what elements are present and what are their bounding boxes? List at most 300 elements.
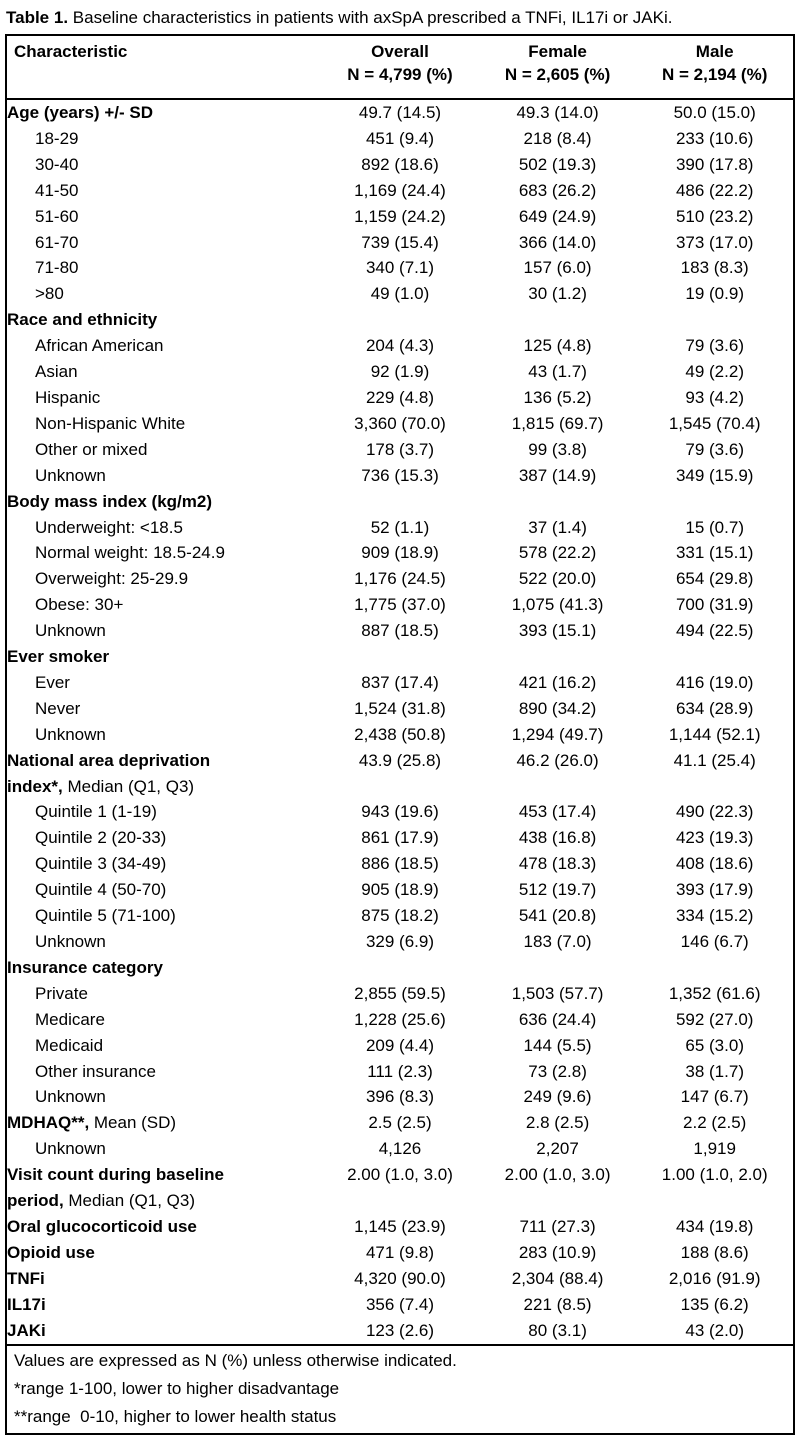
table-row xyxy=(6,307,794,333)
row-label xyxy=(6,722,321,748)
row-label-text: 41-50 xyxy=(35,180,79,200)
row-value: 905 (18.9) xyxy=(361,880,439,900)
row-value: 541 (20.8) xyxy=(518,906,597,926)
row-value: 2,207 xyxy=(536,1139,579,1159)
table-row xyxy=(6,489,794,515)
table-row xyxy=(6,981,794,1007)
row-value: 79 (3.6) xyxy=(685,439,744,459)
row-value: 49.7 (14.5) xyxy=(358,103,442,122)
column-header-characteristic xyxy=(6,35,321,99)
row-label xyxy=(6,178,321,204)
row-value: 393 (17.9) xyxy=(675,880,754,900)
row-value: 700 (31.9) xyxy=(675,595,754,615)
row-value: 43 (2.0) xyxy=(685,1320,744,1340)
table-row xyxy=(6,618,794,644)
row-value: 736 (15.3) xyxy=(361,465,439,485)
row-label xyxy=(6,333,321,359)
table-row xyxy=(6,851,794,877)
row-value: 334 (15.2) xyxy=(675,906,754,926)
row-value xyxy=(321,307,479,333)
table-row xyxy=(6,333,794,359)
row-value: 512 (19.7) xyxy=(518,880,597,900)
row-value: 1,169 (24.4) xyxy=(354,180,446,200)
row-value: 2.00 (1.0, 3.0) xyxy=(504,1165,611,1185)
row-value: 15 (0.7) xyxy=(685,517,744,537)
row-value: 451 (9.4) xyxy=(365,128,434,148)
column-sublabel: N = 4,799 (%) xyxy=(347,65,453,84)
row-value: 943 (19.6) xyxy=(361,802,439,822)
column-label: Overall xyxy=(371,42,429,61)
row-value: 890 (34.2) xyxy=(518,698,597,718)
row-value: 1,294 (49.7) xyxy=(511,724,604,744)
row-value: 649 (24.9) xyxy=(518,206,597,226)
row-value: 909 (18.9) xyxy=(361,543,439,563)
row-value: 478 (18.3) xyxy=(518,854,597,874)
row-label xyxy=(6,981,321,1007)
table-row xyxy=(6,385,794,411)
row-label xyxy=(6,359,321,385)
row-label-text: Normal weight: 18.5-24.9 xyxy=(35,543,225,563)
row-label xyxy=(6,99,321,126)
row-label xyxy=(6,489,321,515)
row-label xyxy=(6,825,321,851)
row-value: 99 (3.8) xyxy=(528,439,587,459)
row-value: 373 (17.0) xyxy=(675,232,754,252)
row-label xyxy=(6,644,321,670)
row-label-text: Other insurance xyxy=(35,1061,156,1081)
table-footnotes xyxy=(6,1345,794,1435)
table-row xyxy=(6,1136,794,1162)
table-row xyxy=(6,566,794,592)
table-row xyxy=(6,929,794,955)
row-label-text: 18-29 xyxy=(35,128,79,148)
row-label xyxy=(6,877,321,903)
table-row xyxy=(6,903,794,929)
row-label xyxy=(6,592,321,618)
row-value: 183 (7.0) xyxy=(523,932,592,951)
row-value: 38 (1.7) xyxy=(685,1061,744,1081)
row-label xyxy=(6,851,321,877)
row-label-bold-text: period, xyxy=(7,1191,64,1211)
row-label xyxy=(6,566,321,592)
row-label-text: Quintile 2 (20-33) xyxy=(35,828,167,848)
row-value: 52 (1.1) xyxy=(370,517,430,537)
row-value: 387 (14.9) xyxy=(518,465,597,485)
row-label-text: Unknown xyxy=(35,1087,106,1107)
table-row xyxy=(6,126,794,152)
row-value: 144 (5.5) xyxy=(523,1035,592,1055)
row-label xyxy=(6,1162,321,1214)
row-label-text: Overweight: 25-29.9 xyxy=(35,569,189,589)
header-row xyxy=(6,35,794,99)
row-value: 49.3 (14.0) xyxy=(516,103,599,122)
row-label-text: Unknown xyxy=(35,724,106,744)
row-label xyxy=(6,696,321,722)
row-value: 1,228 (25.6) xyxy=(354,1009,446,1029)
footnote-text: *range 1-100, lower to higher disadvantage xyxy=(14,1378,340,1398)
footnote-row xyxy=(6,1345,794,1375)
table-row xyxy=(6,99,794,126)
row-value: 393 (15.1) xyxy=(518,621,597,641)
row-value: 136 (5.2) xyxy=(523,387,592,407)
row-value: 283 (10.9) xyxy=(518,1242,597,1262)
row-label-text: Unknown xyxy=(35,465,106,485)
row-label xyxy=(6,1240,321,1266)
row-label xyxy=(6,1059,321,1085)
row-label-text: Median (Q1, Q3) xyxy=(63,1191,195,1211)
row-value: 837 (17.4) xyxy=(361,672,439,692)
footnote-text: Values are expressed as N (%) unless otherwise indicated. xyxy=(6,1345,794,1375)
row-label-bold-text: Visit count during baseline xyxy=(7,1165,224,1185)
row-label xyxy=(6,1007,321,1033)
row-value: 1,159 (24.2) xyxy=(354,206,446,226)
row-value: 2.5 (2.5) xyxy=(368,1113,432,1133)
row-value: 30 (1.2) xyxy=(528,284,587,304)
column-header-female xyxy=(479,35,637,99)
row-value: 2,438 (50.8) xyxy=(354,724,446,744)
row-value: 886 (18.5) xyxy=(361,854,439,874)
row-label xyxy=(6,1110,321,1136)
row-label-bold-text: Opioid use xyxy=(7,1242,95,1262)
row-value: 683 (26.2) xyxy=(518,180,597,200)
row-value: 2.2 (2.5) xyxy=(683,1113,747,1133)
row-label-text: Unknown xyxy=(35,932,106,951)
row-label-text: Obese: 30+ xyxy=(35,595,124,615)
row-label xyxy=(6,903,321,929)
row-value: 1,144 (52.1) xyxy=(668,724,761,744)
row-label-text: Ever xyxy=(35,672,70,692)
footnote-row xyxy=(6,1375,794,1403)
table-row xyxy=(6,1033,794,1059)
table-row xyxy=(6,955,794,981)
row-label-text: Hispanic xyxy=(35,387,101,407)
row-value: 49 (1.0) xyxy=(370,284,430,304)
row-label xyxy=(6,748,321,800)
table-row xyxy=(6,255,794,281)
footnote-row xyxy=(6,1403,794,1434)
row-value: 421 (16.2) xyxy=(518,672,597,692)
row-value xyxy=(636,489,794,515)
row-value: 408 (18.6) xyxy=(675,854,754,874)
column-header-overall xyxy=(321,35,479,99)
row-label-text: Non-Hispanic White xyxy=(35,413,186,433)
table-header xyxy=(6,35,794,99)
row-value: 739 (15.4) xyxy=(361,232,439,252)
row-label-text: 30-40 xyxy=(35,154,79,174)
row-label-text: Other or mixed xyxy=(35,439,148,459)
row-value: 329 (6.9) xyxy=(365,932,434,951)
row-value: 221 (8.5) xyxy=(523,1294,592,1314)
row-label xyxy=(6,463,321,489)
row-value: 229 (4.8) xyxy=(365,387,434,407)
row-label-text: 71-80 xyxy=(35,258,79,278)
row-value: 356 (7.4) xyxy=(365,1294,434,1314)
row-value: 522 (20.0) xyxy=(518,569,597,589)
table-row xyxy=(6,230,794,256)
row-value: 1,775 (37.0) xyxy=(354,595,446,615)
row-value: 578 (22.2) xyxy=(518,543,597,563)
row-label-bold-text: JAKi xyxy=(7,1320,46,1340)
row-label-bold-text: Age (years) +/- SD xyxy=(7,103,153,122)
row-label xyxy=(6,1214,321,1240)
row-value xyxy=(479,955,637,981)
table-row xyxy=(6,877,794,903)
row-label-text: Private xyxy=(35,983,88,1003)
row-label xyxy=(6,230,321,256)
row-value: 183 (8.3) xyxy=(680,258,749,278)
row-label-bold-text: Body mass index (kg/m2) xyxy=(7,491,213,511)
column-sublabel: N = 2,605 (%) xyxy=(504,65,611,84)
column-label: Male xyxy=(695,42,734,61)
table-row xyxy=(6,437,794,463)
row-value: 1,075 (41.3) xyxy=(511,595,604,615)
row-value: 2.00 (1.0, 3.0) xyxy=(347,1165,453,1185)
row-value: 1,545 (70.4) xyxy=(668,413,761,433)
row-label-bold-text: Insurance category xyxy=(7,957,163,977)
row-label xyxy=(6,1084,321,1110)
table-row xyxy=(6,1318,794,1345)
row-value: 50.0 (15.0) xyxy=(673,103,756,122)
row-value: 2,855 (59.5) xyxy=(354,983,446,1003)
row-value: 438 (16.8) xyxy=(518,828,597,848)
row-label xyxy=(6,385,321,411)
table-row xyxy=(6,152,794,178)
row-value: 65 (3.0) xyxy=(685,1035,744,1055)
row-value: 209 (4.4) xyxy=(365,1035,434,1055)
row-label xyxy=(6,1033,321,1059)
table-row xyxy=(6,204,794,230)
row-value xyxy=(636,307,794,333)
row-label-text: 51-60 xyxy=(35,206,79,226)
row-value xyxy=(479,307,637,333)
row-value: 471 (9.8) xyxy=(365,1242,434,1262)
row-label-text: Quintile 4 (50-70) xyxy=(35,880,167,900)
row-value: 486 (22.2) xyxy=(675,180,754,200)
row-value: 1,176 (24.5) xyxy=(354,569,446,589)
column-label: Characteristic xyxy=(14,42,128,61)
row-value: 135 (6.2) xyxy=(680,1294,749,1314)
row-value: 875 (18.2) xyxy=(361,906,439,926)
row-value: 3,360 (70.0) xyxy=(354,413,446,433)
table-row xyxy=(6,644,794,670)
row-value xyxy=(321,489,479,515)
row-value: 390 (17.8) xyxy=(675,154,754,174)
row-label xyxy=(6,204,321,230)
row-value: 423 (19.3) xyxy=(675,828,754,848)
baseline-characteristics-table xyxy=(5,34,795,1435)
row-value: 4,320 (90.0) xyxy=(354,1268,446,1288)
row-label xyxy=(6,1266,321,1292)
table-row xyxy=(6,178,794,204)
table-row xyxy=(6,1162,794,1214)
row-label-bold-text: Oral glucocorticoid use xyxy=(7,1216,197,1236)
table-row xyxy=(6,825,794,851)
row-label xyxy=(6,152,321,178)
row-label-text: Quintile 3 (34-49) xyxy=(35,854,167,874)
row-label xyxy=(6,515,321,541)
row-label-bold-text: MDHAQ**, xyxy=(7,1113,90,1133)
row-label-bold-text: index*, xyxy=(7,776,63,796)
row-value: 123 (2.6) xyxy=(365,1320,434,1340)
row-label-text: Underweight: <18.5 xyxy=(35,517,183,537)
row-value: 79 (3.6) xyxy=(685,336,744,356)
row-value: 92 (1.9) xyxy=(370,362,430,382)
table-row xyxy=(6,281,794,307)
row-label-text: Mean (SD) xyxy=(89,1113,177,1133)
table-row xyxy=(6,1084,794,1110)
row-label xyxy=(6,540,321,566)
column-sublabel: N = 2,194 (%) xyxy=(662,65,768,84)
table-body xyxy=(6,99,794,1345)
row-value: 178 (3.7) xyxy=(365,439,434,459)
row-value: 1,815 (69.7) xyxy=(511,413,604,433)
row-value: 2.8 (2.5) xyxy=(525,1113,590,1133)
row-value: 1,503 (57.7) xyxy=(511,983,604,1003)
row-value xyxy=(479,489,637,515)
row-value: 592 (27.0) xyxy=(675,1009,754,1029)
row-value: 19 (0.9) xyxy=(685,284,744,304)
row-label-text: Medicaid xyxy=(35,1035,104,1055)
row-value: 4,126 xyxy=(378,1139,422,1159)
row-value: 510 (23.2) xyxy=(675,206,754,226)
row-label xyxy=(6,799,321,825)
table-row xyxy=(6,670,794,696)
row-value: 494 (22.5) xyxy=(675,621,754,641)
row-value xyxy=(321,644,479,670)
row-label-text: African American xyxy=(35,336,164,356)
table-row xyxy=(6,411,794,437)
row-label-text: Asian xyxy=(35,362,78,382)
column-label: Female xyxy=(528,42,587,61)
row-value: 340 (7.1) xyxy=(365,258,434,278)
row-label xyxy=(6,411,321,437)
table-row xyxy=(6,748,794,800)
row-value: 892 (18.6) xyxy=(361,154,439,174)
row-label xyxy=(6,955,321,981)
row-value: 2,016 (91.9) xyxy=(668,1268,761,1288)
row-value: 434 (19.8) xyxy=(675,1216,754,1236)
table-row xyxy=(6,1007,794,1033)
row-label-text: Unknown xyxy=(35,1139,106,1159)
row-label-text: Quintile 1 (1-19) xyxy=(35,802,157,822)
row-value xyxy=(636,955,794,981)
row-value xyxy=(479,644,637,670)
row-label-text: Medicare xyxy=(35,1009,105,1029)
row-value: 349 (15.9) xyxy=(675,465,754,485)
row-label xyxy=(6,307,321,333)
row-label-text: Median (Q1, Q3) xyxy=(62,776,195,796)
row-value: 1,919 xyxy=(693,1139,736,1159)
row-value: 331 (15.1) xyxy=(675,543,754,563)
row-value: 490 (22.3) xyxy=(675,802,754,822)
table-row xyxy=(6,1214,794,1240)
row-value: 861 (17.9) xyxy=(361,828,439,848)
table-row xyxy=(6,1110,794,1136)
row-value xyxy=(636,644,794,670)
row-value: 111 (2.3) xyxy=(367,1061,433,1081)
row-value: 654 (29.8) xyxy=(675,569,754,589)
row-label xyxy=(6,437,321,463)
row-value: 157 (6.0) xyxy=(523,258,592,278)
row-value: 188 (8.6) xyxy=(680,1242,749,1262)
row-value: 366 (14.0) xyxy=(518,232,597,252)
table-row xyxy=(6,1266,794,1292)
row-value: 249 (9.6) xyxy=(523,1087,592,1107)
row-value: 1,145 (23.9) xyxy=(354,1216,446,1236)
row-value: 147 (6.7) xyxy=(680,1087,749,1107)
row-label-bold-text: Race and ethnicity xyxy=(7,310,158,330)
table-row xyxy=(6,463,794,489)
row-value: 204 (4.3) xyxy=(365,336,434,356)
row-label-text: 61-70 xyxy=(35,232,79,252)
row-label xyxy=(6,1292,321,1318)
row-label xyxy=(6,618,321,644)
row-value: 453 (17.4) xyxy=(518,802,597,822)
row-value xyxy=(321,955,479,981)
table-row xyxy=(6,515,794,541)
table-row xyxy=(6,592,794,618)
footnote-text: **range 0-10, higher to lower health status xyxy=(14,1406,337,1426)
row-value: 41.1 (25.4) xyxy=(673,750,756,770)
row-label xyxy=(6,1136,321,1162)
table-row xyxy=(6,1292,794,1318)
row-label-text: Quintile 5 (71-100) xyxy=(35,906,176,926)
row-label-text: >80 xyxy=(35,284,64,304)
table-row xyxy=(6,1240,794,1266)
row-label xyxy=(6,670,321,696)
table-row xyxy=(6,1059,794,1085)
row-value: 49 (2.2) xyxy=(685,362,744,382)
table-row xyxy=(6,359,794,385)
table-row xyxy=(6,696,794,722)
row-label xyxy=(6,1318,321,1345)
row-label-text: Never xyxy=(35,698,81,718)
row-value: 634 (28.9) xyxy=(675,698,754,718)
row-value: 93 (4.2) xyxy=(685,387,744,407)
row-label xyxy=(6,929,321,955)
column-header-male xyxy=(636,35,794,99)
row-value: 125 (4.8) xyxy=(523,336,592,356)
table-row xyxy=(6,722,794,748)
row-value: 73 (2.8) xyxy=(528,1061,587,1081)
row-value: 218 (8.4) xyxy=(523,128,592,148)
row-value: 43 (1.7) xyxy=(528,362,587,382)
row-label-bold-text: Ever smoker xyxy=(7,647,110,667)
row-value: 2,304 (88.4) xyxy=(511,1268,604,1288)
row-value: 46.2 (26.0) xyxy=(516,750,599,770)
row-value: 80 (3.1) xyxy=(528,1320,587,1340)
row-value: 396 (8.3) xyxy=(365,1087,434,1107)
row-value: 887 (18.5) xyxy=(361,621,439,641)
row-value: 1,524 (31.8) xyxy=(354,698,446,718)
row-value: 146 (6.7) xyxy=(680,932,749,951)
table-caption xyxy=(6,7,795,29)
row-label-bold-text: IL17i xyxy=(7,1294,46,1314)
row-value: 636 (24.4) xyxy=(518,1009,597,1029)
row-label-bold-text: National area deprivation xyxy=(7,750,211,770)
row-value: 711 (27.3) xyxy=(519,1216,596,1236)
row-label-text: Unknown xyxy=(35,621,106,641)
row-value: 233 (10.6) xyxy=(675,128,754,148)
row-label-bold-text: TNFi xyxy=(7,1268,45,1288)
row-value: 1,352 (61.6) xyxy=(668,983,761,1003)
row-label xyxy=(6,255,321,281)
table-row xyxy=(6,799,794,825)
row-value: 37 (1.4) xyxy=(528,517,587,537)
row-value: 43.9 (25.8) xyxy=(358,750,442,770)
table-row xyxy=(6,540,794,566)
row-label xyxy=(6,126,321,152)
